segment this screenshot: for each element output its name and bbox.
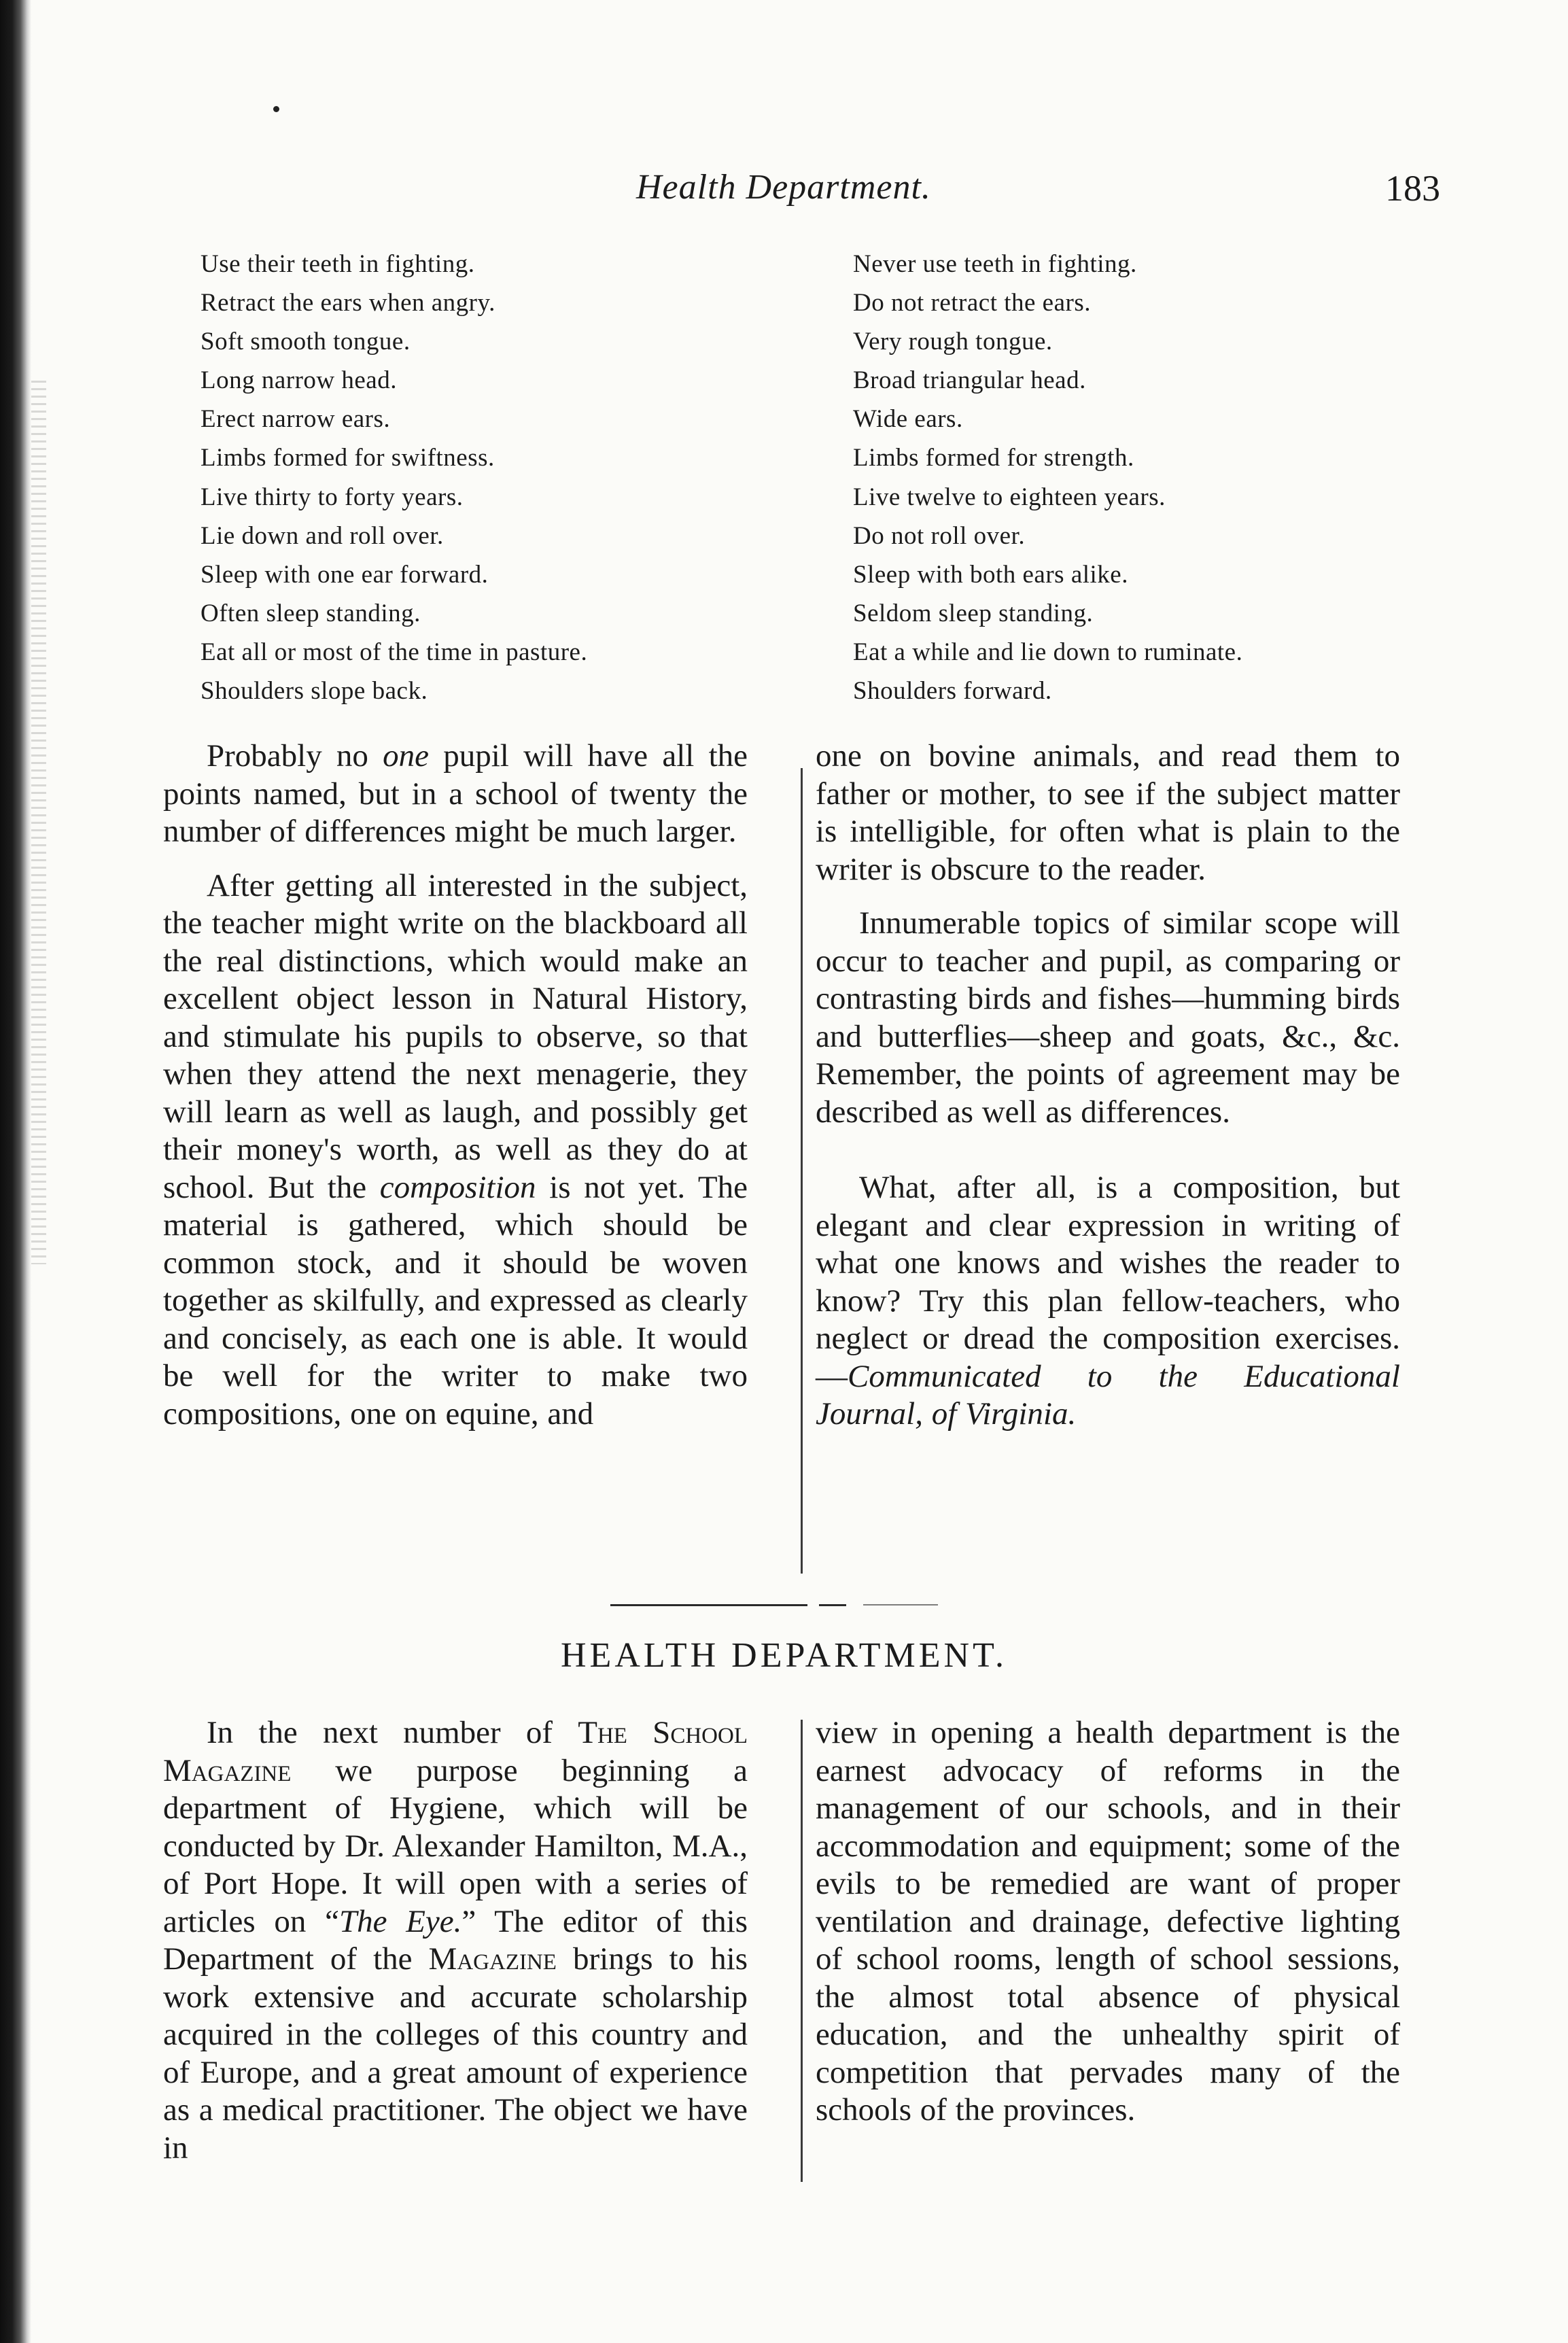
list-item: Shoulders slope back.	[201, 677, 428, 706]
list-item: Lie down and roll over.	[201, 521, 444, 550]
list-item: Never use teeth in fighting.	[853, 250, 1137, 278]
horse-traits-list	[201, 245, 812, 710]
paragraph	[163, 1714, 748, 2167]
body-column-left	[163, 737, 748, 1433]
emphasis: composition	[379, 1169, 536, 1205]
list-item: Sleep with both ears alike.	[853, 560, 1128, 589]
text-run: brings to his work extensive and accurate scholarship acquired in the colleges of this country and of Europe, and a great amount of experience as a medical practitioner. The object we have in	[163, 1941, 748, 2166]
list-item: Very rough tongue.	[853, 328, 1053, 356]
emphasis: The Eye.	[338, 1903, 462, 1939]
list-item: Do not retract the ears.	[853, 289, 1091, 317]
cow-traits-list	[853, 245, 1465, 710]
list-item: Shoulders forward.	[853, 677, 1052, 706]
emphasis: one	[383, 738, 430, 774]
text-run: In the next number of	[207, 1715, 578, 1750]
list-item: Limbs formed for swiftness.	[201, 444, 495, 472]
paragraph	[816, 1169, 1400, 1434]
text-run: After getting all interested in the subject, the teacher might write on the blackboard all the real distinctions, which would make an excellent object lesson in Natural History, and stimulate his pupils to observe, so that when they attend the next menagerie, they will learn as well as laugh, and possibly get their money's worth, as well as they do at school. But the	[163, 867, 748, 1205]
health-column-left	[163, 1714, 748, 2167]
magazine-name: The School Magazine	[163, 1715, 748, 1788]
list-item: Often sleep standing.	[201, 599, 421, 627]
list-item: Live twelve to eighteen years.	[853, 483, 1166, 511]
text-run: What, after all, is a composition, but elegant and clear expression in writing of what one knows and wishes the reader to know? Try this plan fellow-teachers, who neglect or dread the composition exercises.—	[816, 1170, 1400, 1394]
text-run: is not yet. The material is gathered, which should be common stock, and it should be woven together as skilfully, and expressed as clearly and concisely, as each one is able. It would be well for the writer to make two compositions, one on equine, and	[163, 1169, 748, 1431]
section-title: HEALTH DEPARTMENT.	[561, 1636, 1007, 1675]
list-item: Use their teeth in fighting.	[201, 250, 475, 278]
paragraph	[163, 867, 748, 1434]
page-number: 183	[1385, 168, 1440, 209]
list-item: Live thirty to forty years.	[201, 483, 464, 511]
body-column-right	[816, 737, 1400, 1434]
section-divider	[863, 1604, 938, 1606]
ink-speck	[273, 106, 279, 112]
list-item: Soft smooth tongue.	[201, 328, 411, 356]
text-run: Probably no	[207, 738, 383, 774]
emphasis: Communicated to the Educational Journal, of Virginia.	[816, 1358, 1400, 1431]
column-rule	[801, 768, 803, 1574]
paragraph: one on bovine animals, and read them to father or mother, to see if the subject matter is intelligible, for often what is plain to the writer is obscure to the reader.	[816, 738, 1400, 887]
binding-shadow	[31, 381, 46, 1264]
list-item: Long narrow head.	[201, 366, 397, 395]
health-column-right	[816, 1714, 1400, 2130]
text-run: pupil will have all the points named, but in a school of twenty the number of differences might be much larger.	[163, 738, 748, 849]
page-binding-edge	[0, 0, 31, 2343]
list-item: Eat all or most of the time in pasture.	[201, 638, 588, 666]
list-item: Retract the ears when angry.	[201, 289, 495, 317]
section-divider	[610, 1604, 807, 1606]
list-item: Seldom sleep standing.	[853, 599, 1094, 627]
text-run: we purpose beginning a department of Hygiene, which will be conducted by Dr. Alexander Hamilton, M.A., of Port Hope. It will open with a series of articles on “	[163, 1752, 748, 1939]
list-item: Broad triangular head.	[853, 366, 1086, 395]
list-item: Wide ears.	[853, 405, 963, 434]
paragraph: view in opening a health department is the earnest advocacy of reforms in the management of our schools, and in their accommodation and equipment; some of the evils to be remedied are want of proper ventilation and drainage, defective lighting of school rooms, length of school sessions, the almost total absence of physical education, and the unhealthy spirit of competition that pervades many of the schools of the provinces.	[816, 1715, 1400, 2128]
paragraph: Innumerable topics of similar scope will occur to teacher and pupil, as comparing or contrasting birds and fishes—humming birds and butterflies—sheep and goats, &c., &c. Remember, the points of agreement may be described as well as differences.	[816, 905, 1400, 1130]
column-rule	[801, 1720, 803, 2182]
list-item: Erect narrow ears.	[201, 405, 391, 434]
list-item: Eat a while and lie down to ruminate.	[853, 638, 1243, 666]
running-head: Health Department.	[636, 168, 931, 207]
section-divider	[819, 1604, 846, 1606]
list-item: Sleep with one ear forward.	[201, 560, 489, 589]
magazine-name: Magazine	[428, 1941, 557, 1977]
text-run: ” The editor of this Department of the	[163, 1903, 748, 1977]
list-item: Limbs formed for strength.	[853, 444, 1134, 472]
paragraph	[163, 737, 748, 851]
list-item: Do not roll over.	[853, 521, 1026, 550]
